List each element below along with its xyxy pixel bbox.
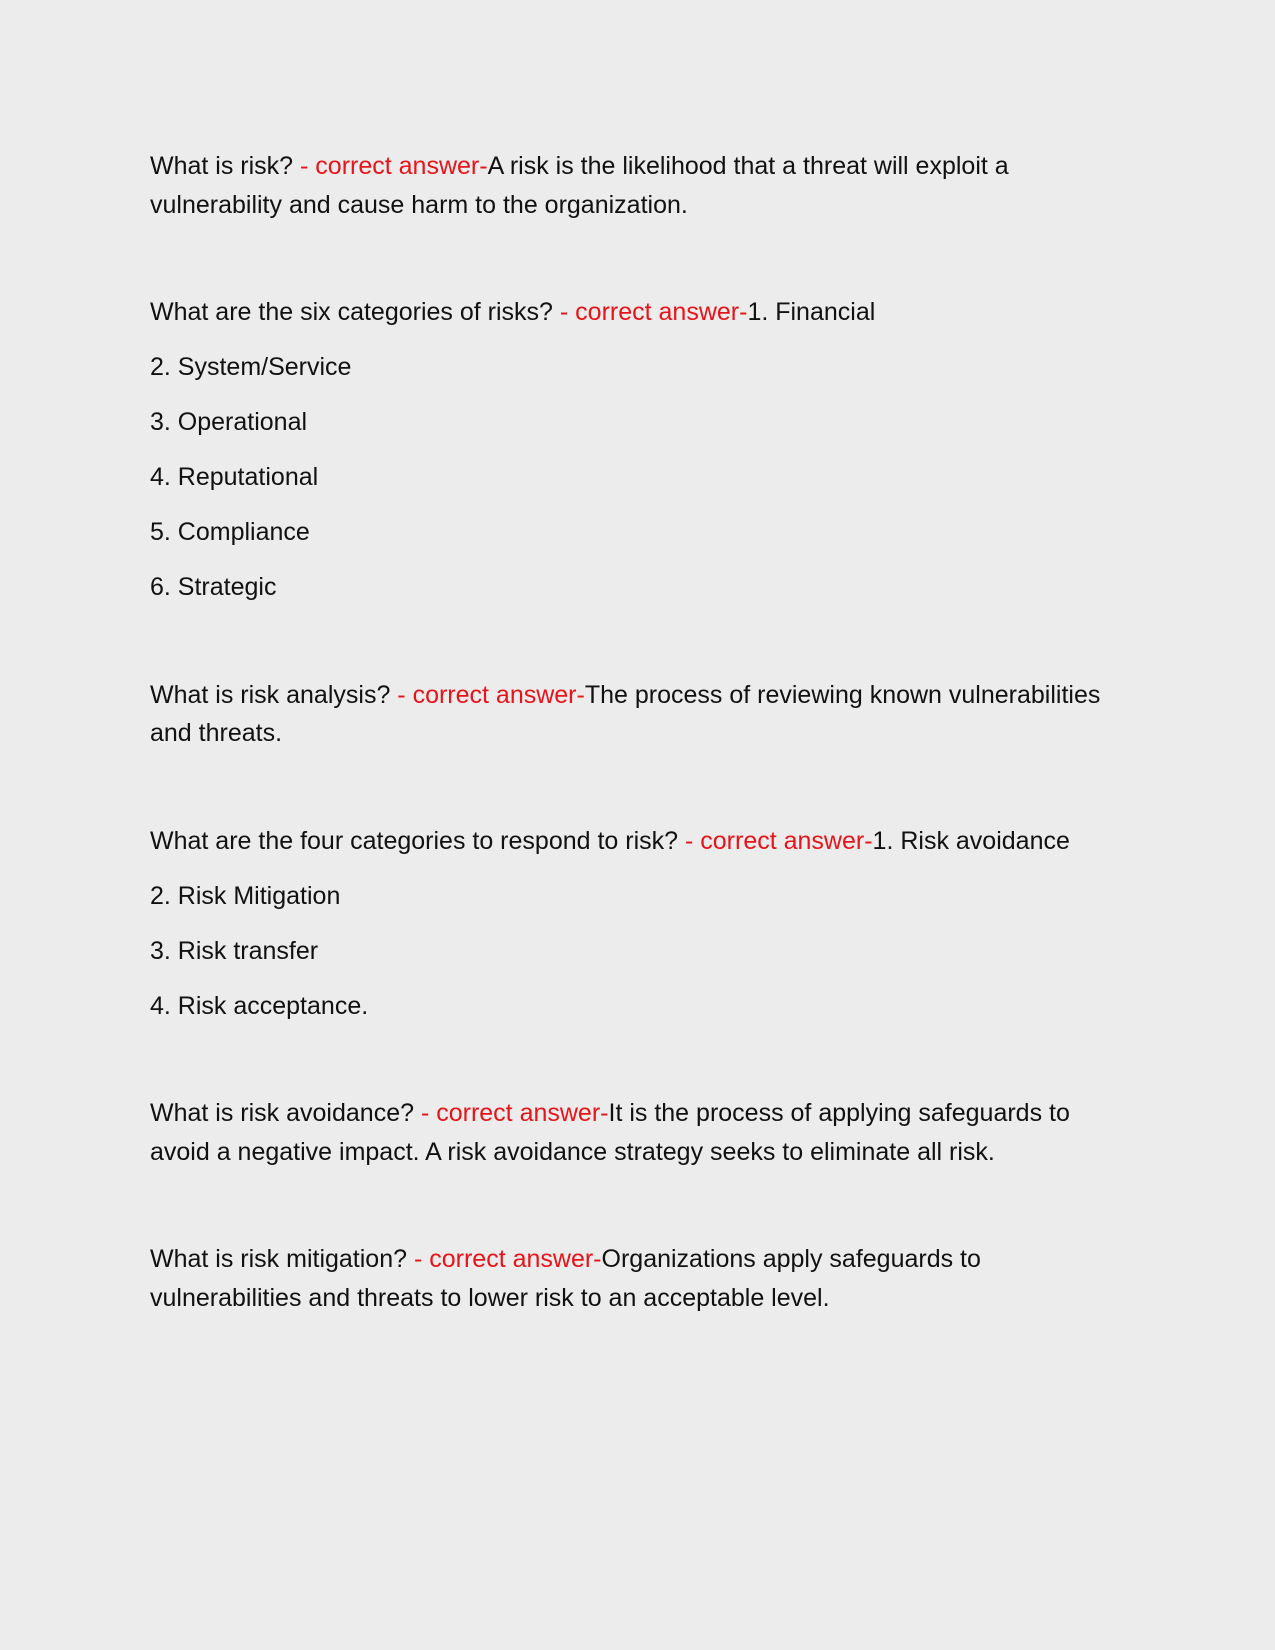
answer-list-item: 4. Risk acceptance. bbox=[150, 991, 369, 1020]
answer-list-item: 5. Compliance bbox=[150, 518, 310, 546]
qa-entry bbox=[150, 1094, 1125, 1171]
answer-text: A risk is the likelihood that a threat will exploit a vulnerability and cause harm to the organization. bbox=[150, 152, 1009, 219]
correct-answer-marker: - correct answer- bbox=[420, 1099, 609, 1127]
answer-list-item: 2. System/Service bbox=[150, 353, 352, 381]
qa-entry bbox=[150, 1240, 1125, 1317]
correct-answer-marker: - correct answer- bbox=[559, 298, 748, 326]
answer-list-item: 2. Risk Mitigation bbox=[150, 881, 341, 910]
qa-entry bbox=[150, 822, 1125, 1026]
answer-list-item: 4. Reputational bbox=[150, 463, 319, 491]
qa-entry bbox=[150, 676, 1125, 753]
question-text: What is risk avoidance? bbox=[150, 1099, 421, 1127]
question-text: What is risk mitigation? bbox=[150, 1245, 414, 1273]
answer-list-item: 6. Strategic bbox=[150, 573, 277, 601]
correct-answer-marker: - correct answer- bbox=[300, 152, 488, 180]
answer-text: 1. Financial bbox=[747, 298, 876, 326]
qa-entry bbox=[150, 293, 1125, 607]
answer-text: The process of reviewing known vulnerabilities and threats. bbox=[150, 680, 1101, 747]
question-text: What are the six categories of risks? bbox=[150, 298, 560, 326]
correct-answer-marker: - correct answer- bbox=[685, 826, 873, 855]
qa-entry bbox=[150, 147, 1125, 224]
question-text: What is risk analysis? bbox=[150, 680, 398, 709]
question-text: What are the four categories to respond to risk? bbox=[150, 826, 685, 855]
question-text: What is risk? bbox=[150, 152, 301, 180]
correct-answer-marker: - correct answer- bbox=[413, 1245, 602, 1273]
answer-list-item: 3. Operational bbox=[150, 408, 308, 436]
answer-text: 1. Risk avoidance bbox=[872, 826, 1070, 855]
answer-text: Organizations apply safeguards to vulnerabilities and threats to lower risk to an acceptable level. bbox=[150, 1245, 981, 1312]
answer-text: It is the process of applying safeguards to avoid a negative impact. A risk avoidance strategy seeks to eliminate all risk. bbox=[150, 1099, 1070, 1166]
correct-answer-marker: - correct answer- bbox=[397, 680, 585, 709]
answer-list-item: 3. Risk transfer bbox=[150, 936, 319, 965]
